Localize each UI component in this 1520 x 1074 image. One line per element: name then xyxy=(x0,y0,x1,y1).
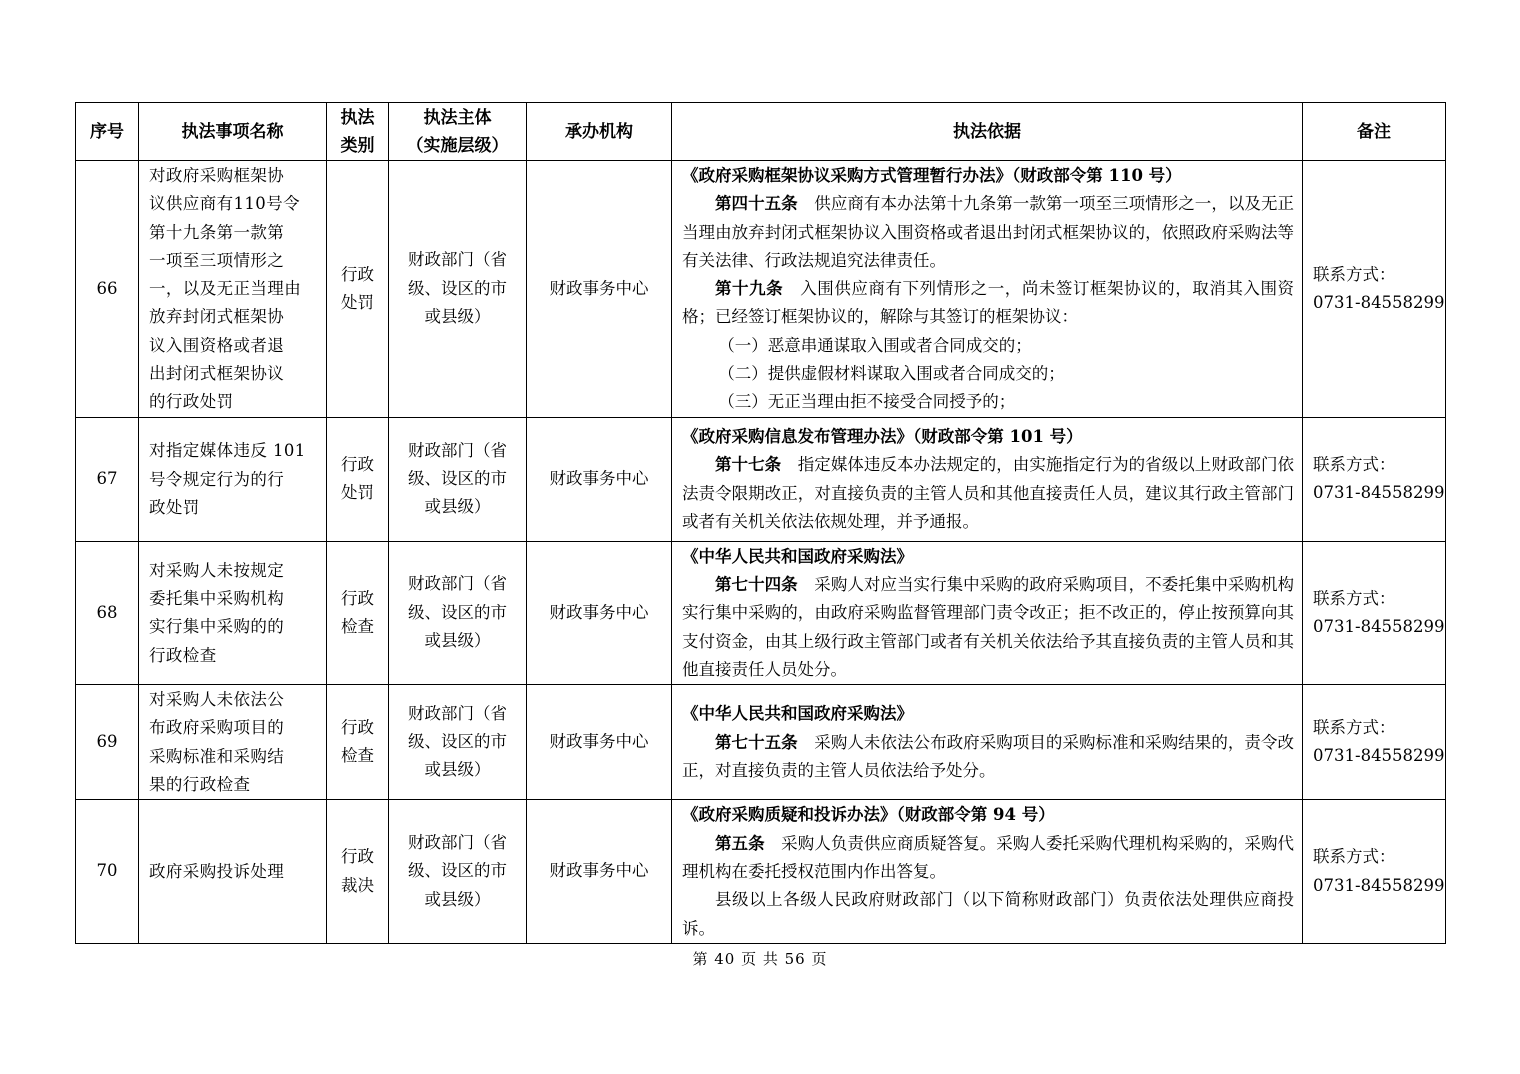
item-name-line: 对采购人未依法公 xyxy=(149,690,285,710)
item-name-line: 出封闭式框架协议 xyxy=(149,364,285,384)
law-title: 《中华人民共和国政府采购法》 xyxy=(682,704,913,724)
cell-subject xyxy=(389,685,527,800)
cell-agency: 财政事务中心 xyxy=(527,417,672,541)
header-category-line: 类别 xyxy=(340,135,375,156)
category-line: 处罚 xyxy=(341,483,374,503)
subject-line: 级、设区的市 xyxy=(408,732,507,752)
article-item: （一）恶意串通谋取入围或者合同成交的； xyxy=(718,335,1032,355)
contact-phone: 0731-84558299 xyxy=(1313,616,1445,636)
item-name-line: 号令规定行为的行 xyxy=(149,469,285,489)
contact-label: 联系方式： xyxy=(1313,454,1396,474)
header-category xyxy=(327,103,389,161)
header-subject xyxy=(389,103,527,161)
article-label: 第七十五条 xyxy=(715,732,798,752)
category-line: 行政 xyxy=(341,847,374,867)
cell-agency: 财政事务中心 xyxy=(527,541,672,684)
cell-legal-basis xyxy=(672,161,1303,418)
cell-seq: 69 xyxy=(76,685,139,800)
cell-agency: 财政事务中心 xyxy=(527,685,672,800)
article-paragraph xyxy=(682,451,1294,536)
article-paragraph xyxy=(682,886,1294,943)
enforcement-table-page xyxy=(75,102,1445,944)
contact-label: 联系方式： xyxy=(1313,847,1396,867)
subject-line: 或县级） xyxy=(424,306,491,326)
cell-remarks xyxy=(1303,541,1446,684)
cell-item-name xyxy=(139,800,327,943)
article-paragraph xyxy=(682,830,1294,887)
cell-remarks xyxy=(1303,800,1446,943)
item-name-line: 的行政处罚 xyxy=(149,392,234,412)
table-row xyxy=(76,685,1446,800)
article-paragraph xyxy=(682,190,1294,275)
item-name-line: 放弃封闭式框架协 xyxy=(149,307,285,327)
item-name-line: 议入围资格或者退 xyxy=(149,335,285,355)
subject-line: 级、设区的市 xyxy=(408,469,507,489)
article-text: 县级以上各级人民政府财政部门（以下简称财政部门）负责依法处理供应商投诉。 xyxy=(682,890,1294,938)
item-name-line: 对指定媒体违反 101 xyxy=(149,441,306,461)
cell-subject xyxy=(389,161,527,418)
cell-remarks xyxy=(1303,417,1446,541)
cell-category xyxy=(327,800,389,943)
subject-line: 财政部门（省 xyxy=(408,833,507,853)
subject-line: 级、设区的市 xyxy=(408,278,507,298)
cell-legal-basis xyxy=(672,685,1303,800)
table-header-row xyxy=(76,103,1446,161)
cell-category xyxy=(327,161,389,418)
header-basis: 执法依据 xyxy=(672,103,1303,161)
category-line: 处罚 xyxy=(341,292,374,312)
cell-seq: 67 xyxy=(76,417,139,541)
item-name-line: 采购标准和采购结 xyxy=(149,746,285,766)
cell-seq: 66 xyxy=(76,161,139,418)
cell-seq: 70 xyxy=(76,800,139,943)
article-text: 采购人对应当实行集中采购的政府采购项目，不委托集中采购机构实行集中采购的，由政府采购监督管理部门责令改正；拒不改正的，停止按预算向其支付资金，由其上级行政主管部门或者有关机关依法给予其直接负责的主管人员和其他直接责任人员处分。 xyxy=(682,574,1295,679)
item-name-line: 对政府采购框架协 xyxy=(149,166,285,185)
header-seq: 序号 xyxy=(76,103,139,161)
article-label: 第十九条 xyxy=(715,279,784,299)
page-footer: 第 40 页 共 56 页 xyxy=(692,950,828,968)
cell-item-name xyxy=(139,161,327,418)
law-title: 《中华人民共和国政府采购法》 xyxy=(682,546,913,566)
item-name-line: 布政府采购项目的 xyxy=(149,718,285,738)
cell-remarks xyxy=(1303,161,1446,418)
header-subject-line: 执法主体 xyxy=(423,107,492,128)
article-text: 入围供应商有下列情形之一，尚未签订框架协议的，取消其入围资格；已经签订框架协议的，解除与其签订的框架协议： xyxy=(682,279,1295,327)
cell-item-name xyxy=(139,685,327,800)
subject-line: 或县级） xyxy=(424,889,491,909)
subject-line: 或县级） xyxy=(424,631,491,651)
article-label: 第七十四条 xyxy=(715,574,798,594)
article-text: 指定媒体违反本办法规定的，由实施指定行为的省级以上财政部门依法责令限期改正，对直接负责的主管人员和其他直接责任人员，建议其行政主管部门或者有关机关依法依规处理，并予通报。 xyxy=(682,455,1295,531)
cell-seq: 68 xyxy=(76,541,139,684)
article-label: 第十七条 xyxy=(715,455,782,475)
subject-line: 财政部门（省 xyxy=(408,250,507,270)
item-name-line: 果的行政检查 xyxy=(149,775,251,795)
law-title: 《政府采购质疑和投诉办法》（财政部令第 94 号） xyxy=(682,805,1055,825)
item-name-line: 一，以及无正当理由 xyxy=(149,279,302,299)
category-line: 检查 xyxy=(341,746,374,766)
item-name-line: 对采购人未按规定 xyxy=(149,560,285,580)
article-text: 采购人负责供应商质疑答复。采购人委托采购代理机构采购的，采购代理机构在委托授权范围内作出答复。 xyxy=(682,833,1295,881)
cell-category xyxy=(327,685,389,800)
table-row xyxy=(76,800,1446,943)
table-body xyxy=(76,161,1446,944)
cell-category xyxy=(327,417,389,541)
category-line: 行政 xyxy=(341,717,374,737)
subject-line: 财政部门（省 xyxy=(408,440,507,460)
cell-agency: 财政事务中心 xyxy=(527,800,672,943)
header-category-line: 执法 xyxy=(340,107,375,128)
article-label: 第五条 xyxy=(715,833,765,853)
header-agency: 承办机构 xyxy=(527,103,672,161)
cell-item-name xyxy=(139,541,327,684)
item-name-line: 委托集中采购机构 xyxy=(149,589,285,609)
item-name-line: 行政检查 xyxy=(149,645,217,665)
subject-line: 级、设区的市 xyxy=(408,602,507,622)
table-row xyxy=(76,541,1446,684)
subject-line: 财政部门（省 xyxy=(408,703,507,723)
contact-label: 联系方式： xyxy=(1313,588,1396,608)
article-paragraph xyxy=(682,571,1294,684)
table-row xyxy=(76,161,1446,418)
cell-category xyxy=(327,541,389,684)
law-title: 《政府采购信息发布管理办法》（财政部令第 101 号） xyxy=(682,427,1083,447)
enforcement-items-table xyxy=(75,102,1446,944)
cell-subject xyxy=(389,800,527,943)
law-title: 《政府采购框架协议采购方式管理暂行办法》（财政部令第 110 号） xyxy=(682,166,1182,185)
subject-line: 财政部门（省 xyxy=(408,574,507,594)
category-line: 行政 xyxy=(341,454,374,474)
contact-phone: 0731-84558299 xyxy=(1313,483,1445,503)
item-name-line: 一项至三项情形之 xyxy=(149,250,285,270)
item-name-line: 实行集中采购的的 xyxy=(149,617,285,637)
category-line: 裁决 xyxy=(341,875,374,895)
article-paragraph xyxy=(682,729,1294,786)
cell-legal-basis xyxy=(672,541,1303,684)
category-line: 检查 xyxy=(341,616,374,636)
contact-phone: 0731-84558299 xyxy=(1313,746,1445,766)
article-text: 供应商有本办法第十九条第一款第一项至三项情形之一，以及无正当理由放弃封闭式框架协议入围资格或者退出封闭式框架协议的，依照政府采购法等有关法律、行政法规追究法律责任。 xyxy=(682,194,1295,270)
item-name-line: 政处罚 xyxy=(149,497,200,517)
article-item: （三）无正当理由拒不接受合同授予的； xyxy=(718,392,1016,412)
header-name: 执法事项名称 xyxy=(139,103,327,161)
item-name-line: 议供应商有110号令 xyxy=(149,194,300,214)
header-remarks: 备注 xyxy=(1303,103,1446,161)
cell-subject xyxy=(389,417,527,541)
contact-phone: 0731-84558299 xyxy=(1313,875,1445,895)
subject-line: 级、设区的市 xyxy=(408,861,507,881)
subject-line: 或县级） xyxy=(424,760,491,780)
article-label: 第四十五条 xyxy=(715,194,798,214)
cell-subject xyxy=(389,541,527,684)
cell-legal-basis xyxy=(672,800,1303,943)
table-row xyxy=(76,417,1446,541)
cell-agency: 财政事务中心 xyxy=(527,161,672,418)
item-name-line: 第十九条第一款第 xyxy=(149,222,285,242)
article-paragraph xyxy=(682,275,1294,332)
subject-line: 或县级） xyxy=(424,497,491,517)
header-subject-line: （实施层级） xyxy=(406,135,509,156)
cell-item-name xyxy=(139,417,327,541)
category-line: 行政 xyxy=(341,588,374,608)
article-item: （二）提供虚假材料谋取入围或者合同成交的； xyxy=(718,364,1065,384)
contact-label: 联系方式： xyxy=(1313,264,1396,284)
cell-legal-basis xyxy=(672,417,1303,541)
cell-remarks xyxy=(1303,685,1446,800)
article-text: 采购人未依法公布政府采购项目的采购标准和采购结果的，责令改正，对直接负责的主管人员依法给予处分。 xyxy=(682,732,1295,780)
item-name-line: 政府采购投诉处理 xyxy=(149,861,285,881)
contact-phone: 0731-84558299 xyxy=(1313,292,1445,312)
category-line: 行政 xyxy=(341,264,374,284)
contact-label: 联系方式： xyxy=(1313,717,1396,737)
